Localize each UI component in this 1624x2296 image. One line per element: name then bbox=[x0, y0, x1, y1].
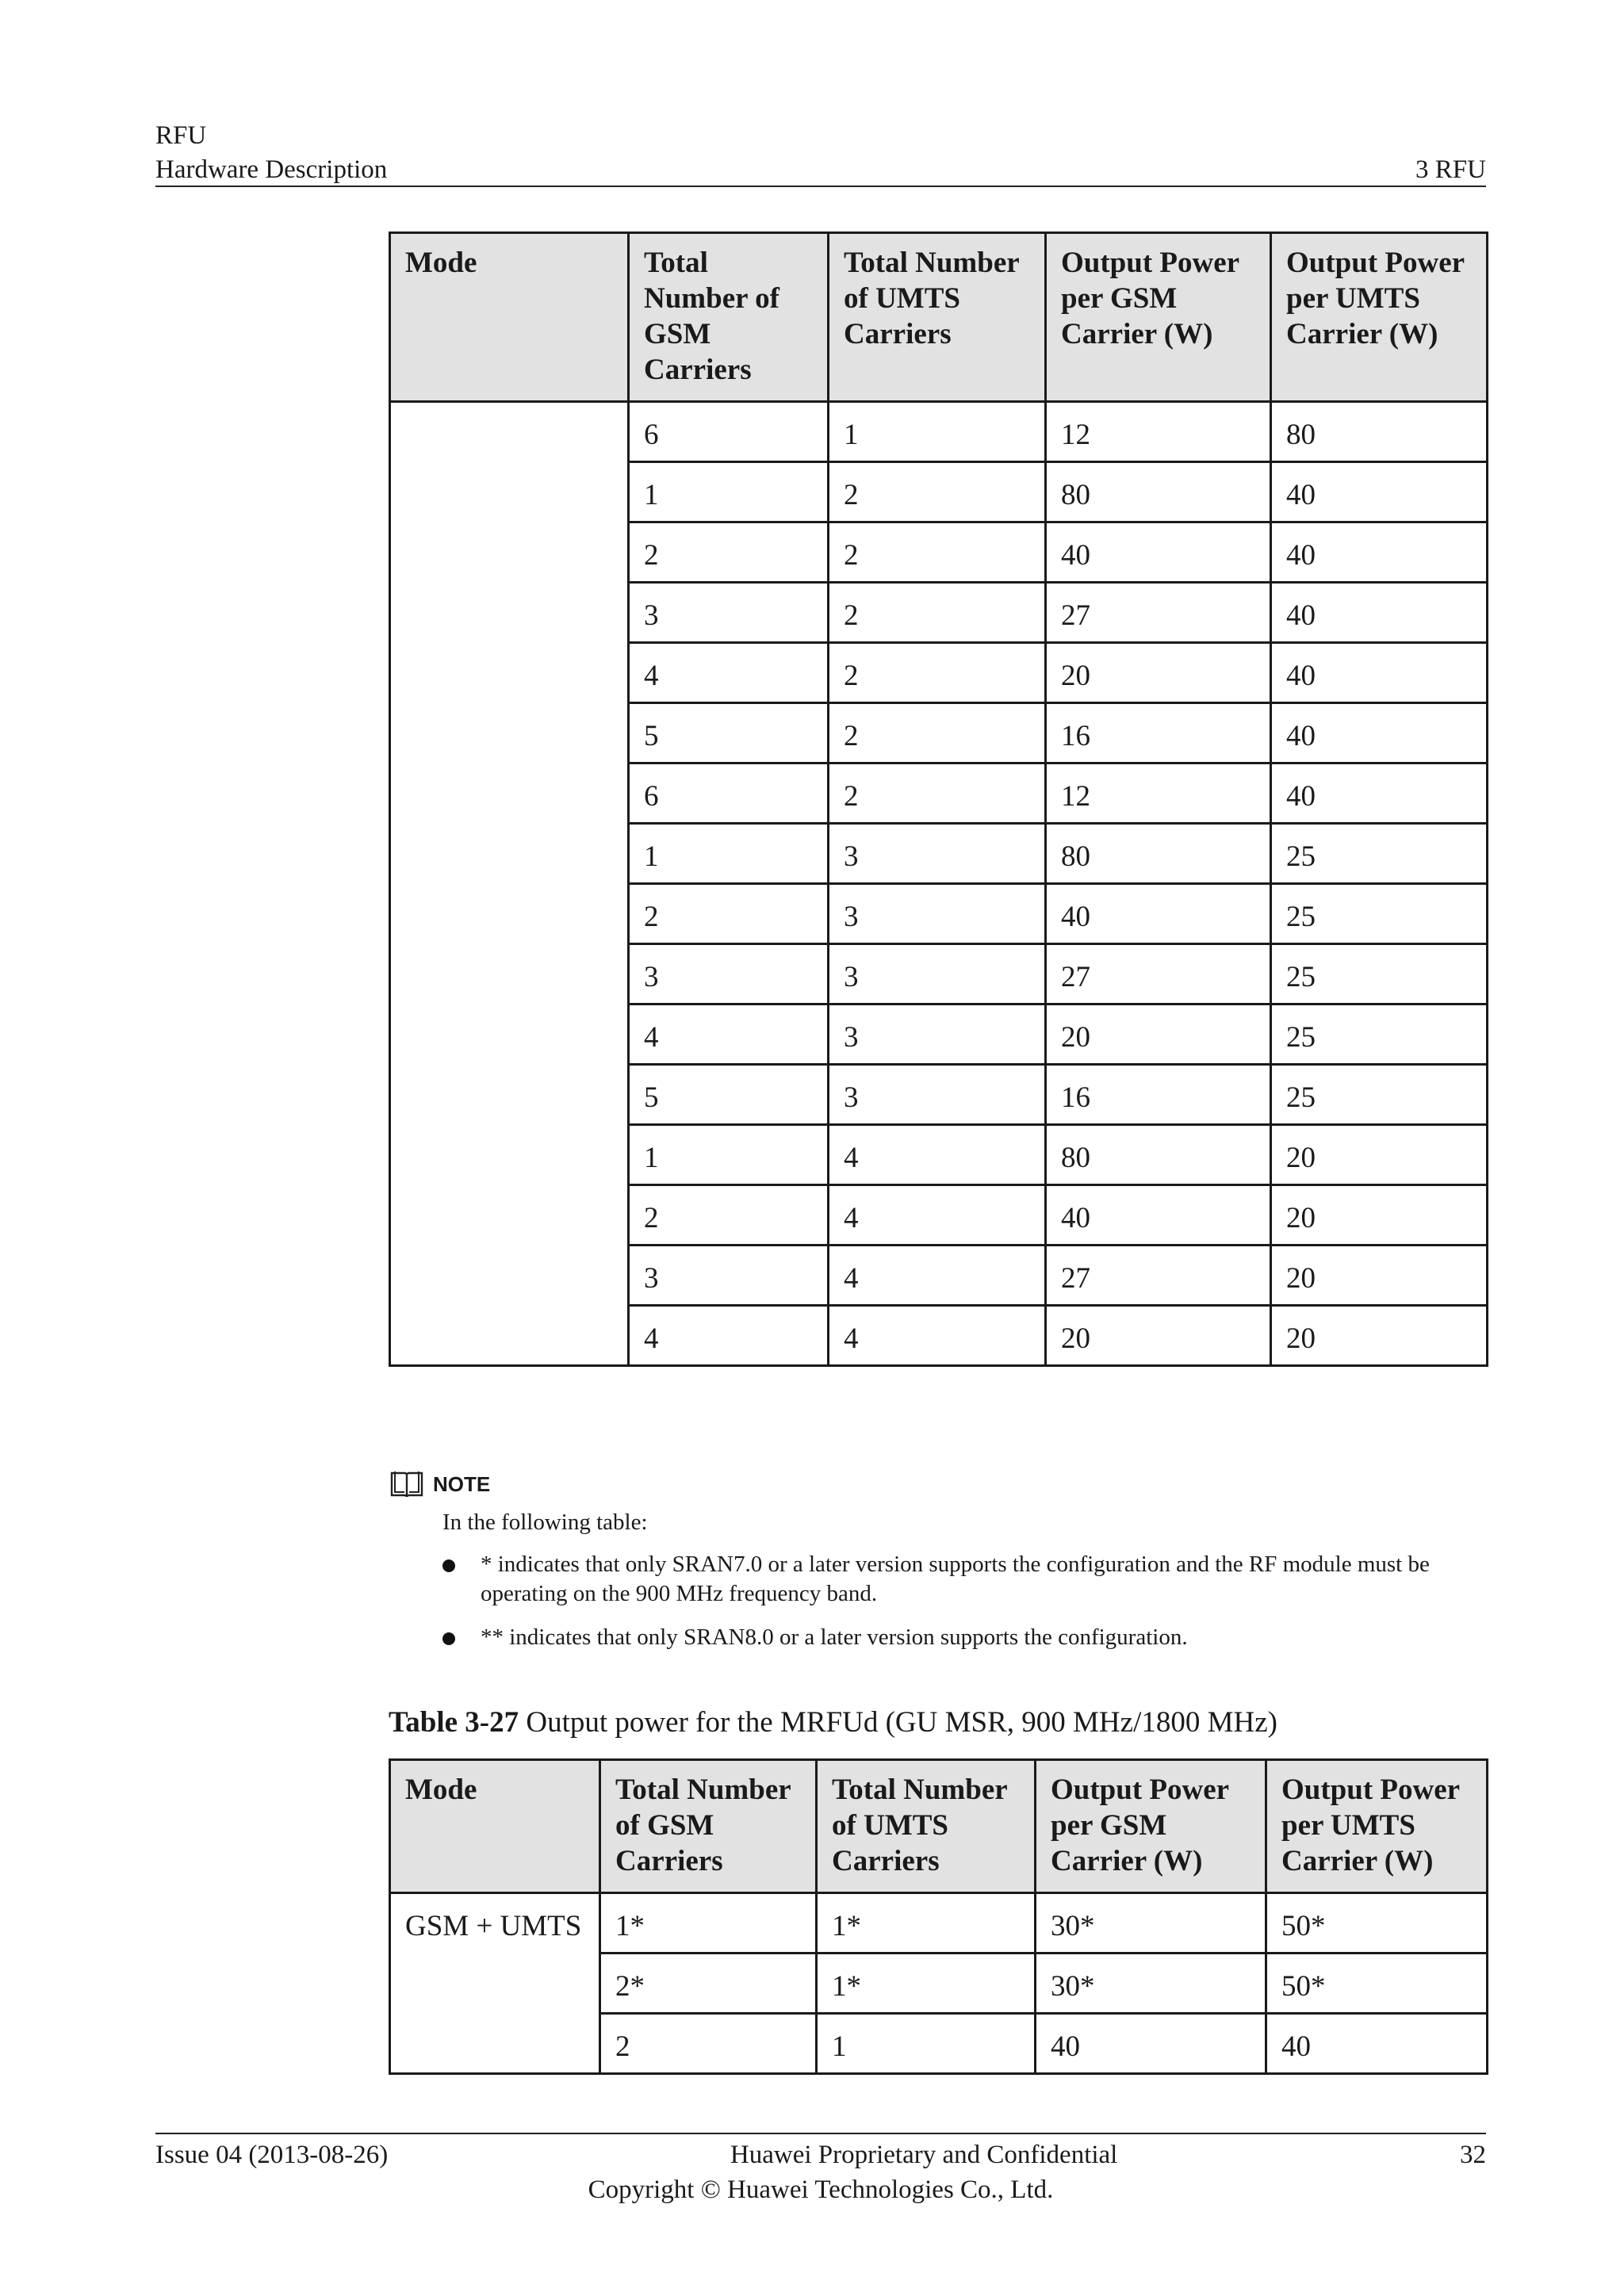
header-divider bbox=[155, 186, 1486, 187]
table-cell: 3 bbox=[829, 1065, 1046, 1125]
table-cell: 12 bbox=[1046, 763, 1271, 824]
table-cell: 40 bbox=[1271, 643, 1488, 703]
table-cell: 40 bbox=[1046, 884, 1271, 944]
table-cell: 40 bbox=[1266, 2014, 1488, 2074]
table-cell: 1* bbox=[600, 1893, 817, 1954]
table-cell: 6 bbox=[629, 763, 829, 824]
bullet-icon bbox=[442, 1632, 455, 1645]
table-cell: 2 bbox=[829, 643, 1046, 703]
table-cell: 1 bbox=[829, 402, 1046, 462]
column-header-mode: Mode bbox=[390, 233, 629, 402]
table-cell: 80 bbox=[1046, 824, 1271, 884]
table-cell: 20 bbox=[1046, 1004, 1271, 1065]
table-cell: 3 bbox=[829, 1004, 1046, 1065]
table-header-row bbox=[390, 1760, 1488, 1893]
column-header-gsm-power: Output Power per GSM Carrier (W) bbox=[1036, 1760, 1266, 1893]
table-cell: 1* bbox=[817, 1954, 1036, 2014]
footer-page-number: 32 bbox=[1459, 2141, 1486, 2169]
table-cell: 20 bbox=[1046, 643, 1271, 703]
book-icon bbox=[389, 1468, 425, 1500]
table-cell: 4 bbox=[829, 1125, 1046, 1185]
table-cell: 40 bbox=[1046, 1185, 1271, 1246]
table-cell: 16 bbox=[1046, 703, 1271, 763]
table-caption bbox=[389, 1705, 1277, 1741]
table-row bbox=[390, 1893, 1488, 1954]
table-cell: 2 bbox=[629, 522, 829, 583]
table-cell: 40 bbox=[1271, 462, 1488, 522]
column-header-gsm-carriers: Total Number of GSM Carriers bbox=[600, 1760, 817, 1893]
table-cell: 5 bbox=[629, 1065, 829, 1125]
table-cell: 2 bbox=[829, 462, 1046, 522]
table-caption-text: Output power for the MRFUd (GU MSR, 900 MHz/1800 MHz) bbox=[519, 1706, 1277, 1739]
page-footer bbox=[155, 2137, 1486, 2207]
column-header-umts-power: Output Power per UMTS Carrier (W) bbox=[1266, 1760, 1488, 1893]
table-cell: 30* bbox=[1036, 1893, 1266, 1954]
table-cell: 1* bbox=[817, 1893, 1036, 1954]
footer-issue: Issue 04 (2013-08-26) bbox=[155, 2141, 389, 2169]
table-cell: 25 bbox=[1271, 944, 1488, 1004]
bullet-icon bbox=[442, 1559, 455, 1572]
table-cell: 20 bbox=[1271, 1185, 1488, 1246]
table-cell: 4 bbox=[629, 643, 829, 703]
output-power-table-mrfud bbox=[389, 1758, 1488, 2075]
note-item-text: * indicates that only SRAN7.0 or a later version supports the configuration and the RF module must be operating on the 900 MHz frequency band. bbox=[481, 1552, 1430, 1606]
column-header-umts-power: Output Power per UMTS Carrier (W) bbox=[1271, 233, 1488, 402]
table-cell: 2 bbox=[629, 884, 829, 944]
table-cell: 80 bbox=[1271, 402, 1488, 462]
table-cell: 4 bbox=[829, 1306, 1046, 1366]
table-cell: 25 bbox=[1271, 1065, 1488, 1125]
table-cell: 40 bbox=[1036, 2014, 1266, 2074]
table-cell: 4 bbox=[829, 1246, 1046, 1306]
list-item bbox=[389, 1623, 1486, 1652]
table-cell: 2 bbox=[829, 522, 1046, 583]
table-row bbox=[390, 402, 1488, 462]
table-cell: 16 bbox=[1046, 1065, 1271, 1125]
column-header-mode: Mode bbox=[390, 1760, 600, 1893]
table-cell: 3 bbox=[629, 1246, 829, 1306]
note-label: NOTE bbox=[433, 1471, 491, 1496]
table-cell: 20 bbox=[1271, 1125, 1488, 1185]
table-cell: 25 bbox=[1271, 824, 1488, 884]
mode-cell bbox=[390, 402, 629, 1366]
note-intro: In the following table: bbox=[442, 1510, 648, 1535]
table-caption-number: Table 3-27 bbox=[389, 1706, 519, 1739]
table-cell: 4 bbox=[829, 1185, 1046, 1246]
header-doc-title: Hardware Description bbox=[155, 155, 388, 184]
column-header-umts-carriers: Total Number of UMTS Carriers bbox=[829, 233, 1046, 402]
table-cell: 3 bbox=[629, 583, 829, 643]
table-cell: 20 bbox=[1271, 1246, 1488, 1306]
table-cell: 1 bbox=[817, 2014, 1036, 2074]
table-cell: 27 bbox=[1046, 1246, 1271, 1306]
table-cell: 3 bbox=[829, 884, 1046, 944]
page-header bbox=[155, 119, 1486, 187]
note-list bbox=[389, 1550, 1486, 1652]
table-cell: 40 bbox=[1271, 703, 1488, 763]
table-cell: 2 bbox=[829, 763, 1046, 824]
column-header-gsm-power: Output Power per GSM Carrier (W) bbox=[1046, 233, 1271, 402]
table-cell: 5 bbox=[629, 703, 829, 763]
table-cell: 50* bbox=[1266, 1893, 1488, 1954]
table-cell: 4 bbox=[629, 1004, 829, 1065]
column-header-umts-carriers: Total Number of UMTS Carriers bbox=[817, 1760, 1036, 1893]
table-cell: 80 bbox=[1046, 1125, 1271, 1185]
note-item-text: ** indicates that only SRAN8.0 or a later version supports the configuration. bbox=[481, 1624, 1188, 1650]
table-cell: 25 bbox=[1271, 1004, 1488, 1065]
footer-copyright: Copyright © Huawei Technologies Co., Ltd. bbox=[588, 2175, 1054, 2204]
table-cell: 27 bbox=[1046, 944, 1271, 1004]
table-cell: 50* bbox=[1266, 1954, 1488, 2014]
table-cell: 25 bbox=[1271, 884, 1488, 944]
table-cell: 20 bbox=[1271, 1306, 1488, 1366]
table-cell: 40 bbox=[1271, 583, 1488, 643]
table-cell: 1 bbox=[629, 824, 829, 884]
table-cell: 2 bbox=[629, 1185, 829, 1246]
mode-cell: GSM + UMTS bbox=[390, 1893, 600, 2074]
footer-divider bbox=[155, 2133, 1486, 2134]
header-chapter: 3 RFU bbox=[1415, 155, 1486, 184]
table-cell: 3 bbox=[829, 824, 1046, 884]
table-cell: 3 bbox=[829, 944, 1046, 1004]
table-cell: 20 bbox=[1046, 1306, 1271, 1366]
table-cell: 3 bbox=[629, 944, 829, 1004]
table-cell: 2* bbox=[600, 1954, 817, 2014]
table-cell: 40 bbox=[1271, 522, 1488, 583]
table-cell: 2 bbox=[600, 2014, 817, 2074]
table-cell: 1 bbox=[629, 462, 829, 522]
column-header-gsm-carriers: Total Number of GSM Carriers bbox=[629, 233, 829, 402]
table-cell: 4 bbox=[629, 1306, 829, 1366]
table-cell: 2 bbox=[829, 583, 1046, 643]
table-cell: 2 bbox=[829, 703, 1046, 763]
output-power-table-continued bbox=[389, 232, 1488, 1367]
table-cell: 27 bbox=[1046, 583, 1271, 643]
table-cell: 30* bbox=[1036, 1954, 1266, 2014]
table-cell: 1 bbox=[629, 1125, 829, 1185]
table-cell: 80 bbox=[1046, 462, 1271, 522]
header-product: RFU bbox=[155, 121, 207, 150]
table-cell: 6 bbox=[629, 402, 829, 462]
table-header-row bbox=[390, 233, 1488, 402]
note-box bbox=[389, 1467, 1486, 1667]
footer-confidential: Huawei Proprietary and Confidential bbox=[730, 2141, 1118, 2169]
table-cell: 12 bbox=[1046, 402, 1271, 462]
list-item bbox=[389, 1550, 1486, 1609]
table-cell: 40 bbox=[1271, 763, 1488, 824]
table-cell: 40 bbox=[1046, 522, 1271, 583]
